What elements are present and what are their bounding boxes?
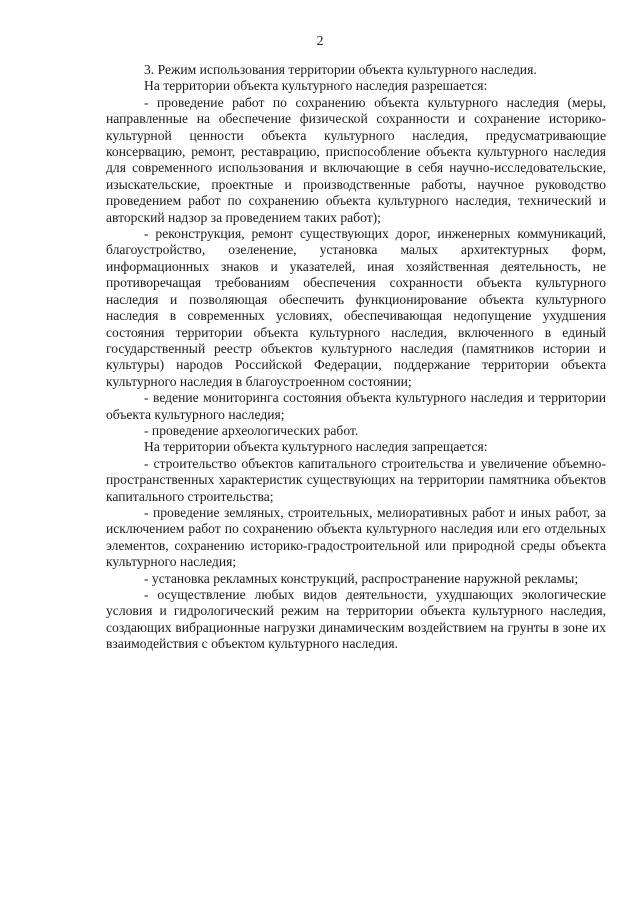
permitted-item: - проведение археологических работ. — [144, 422, 359, 438]
prohibited-item: - осуществление любых видов деятельности, ухудшающих экологические условия и гидрологический режим на территории объекта культурного наследия, создающих вибрационные нагрузки динамическим воздействием на грунты в зоне их взаимодействия с объектом культурного наследия. — [106, 587, 606, 652]
document-body — [106, 62, 606, 653]
prohibited-intro: На территории объекта культурного наследия запрещается: — [144, 439, 488, 455]
section-heading: 3. Режим использования территории объекта культурного наследия. — [144, 62, 537, 77]
page-number: 2 — [316, 34, 324, 49]
permitted-item: - реконструкция, ремонт существующих дорог, инженерных коммуникаций, благоустройство, озеленение, установка малых архитектурных форм, информационных знаков и указателей, иная хозяйственная деятельность, не противоречащая требованиям обеспечения сохранности объекта культурного наследия и позволяющая обеспечить функционирование объекта культурного наследия в современных условиях, обеспечивающая недопущение ухудшения состояния территории объекта культурного наследия, включенного в единый государственный реестр объектов культурного наследия (памятников истории и культуры) народов Российской Федерации, поддержание территории объекта культурного наследия в благоустроенном состоянии; — [106, 226, 606, 389]
permitted-intro: На территории объекта культурного наследия разрешается: — [144, 78, 488, 94]
permitted-item: - ведение мониторинга состояния объекта культурного наследия и территории объекта культурного наследия; — [106, 390, 606, 422]
prohibited-item: - установка рекламных конструкций, распространение наружной рекламы; — [144, 570, 579, 586]
permitted-item: - проведение работ по сохранению объекта культурного наследия (меры, направленные на обеспечение физической сохранности и сохранение историко-культурной ценности объекта культурного наследия, предусматривающие консервацию, ремонт, реставрацию, приспособление объекта культурного наследия для современного использования и включающие в себя научно-исследовательские, изыскательские, проектные и производственные работы, научное руководство проведением работ по сохранению объекта культурного наследия, технический и авторский надзор за проведением таких работ); — [106, 94, 606, 225]
prohibited-item: - проведение земляных, строительных, мелиоративных работ и иных работ, за исключением работ по сохранению объекта культурного наследия или его отдельных элементов, сохранению историко-градостроительной или природной среды объекта культурного наследия; — [106, 504, 606, 570]
prohibited-item: - строительство объектов капитального строительства и увеличение объемно-пространственных характеристик существующих на территории памятника объектов капитального строительства; — [106, 455, 606, 504]
